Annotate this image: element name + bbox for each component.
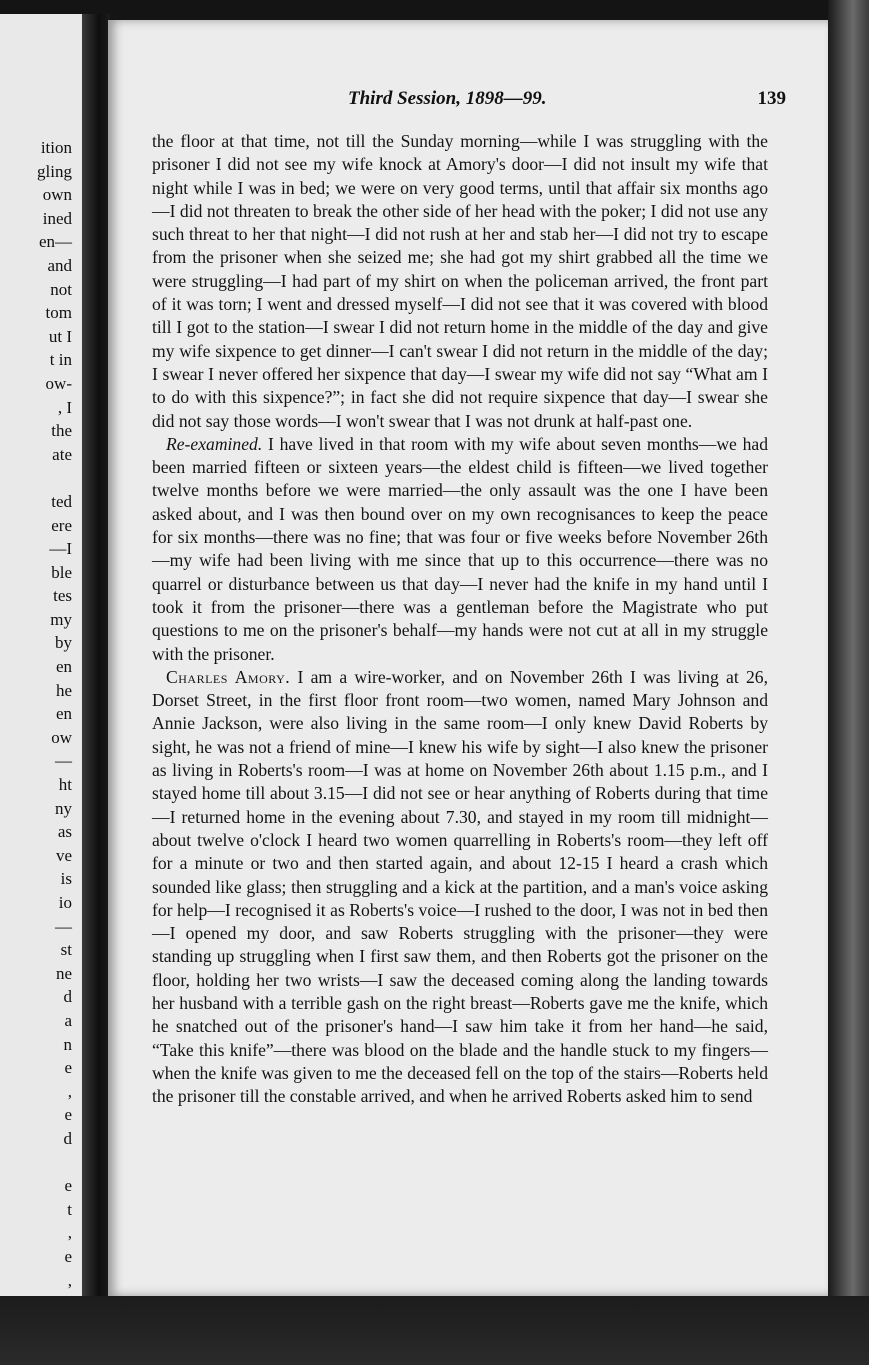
book-gutter (82, 14, 110, 1296)
left-page-line-fragments: ition gling own ined en— and not tom ut I t in ow- , I the ate ted ere —I ble tes my by en he en ow — ht ny as ve is io — st ne d a n e , e d e t , e , (37, 138, 72, 1290)
page-number: 139 (757, 88, 786, 109)
body-text (152, 130, 768, 1108)
running-title: Third Session, 1898—99. (348, 88, 547, 109)
charles-amory-testimony: I am a wire-worker, and on November 26th I was living at 26, Dorset Street, in the first floor front room—two women, named Mary Johnson and Annie Jackson, were also living in the same room—I only knew David Roberts by sight, he was not a friend of mine—I knew his wife by sight—I also knew the prisoner as living in Roberts's room—I was at home on November 26th about 1.15 p.m., and I stayed home till about 3.15—I did not see or hear anything of Roberts during that time—I returned home in the evening about 7.30, and stayed in my room till midnight—about twelve o'clock I heard two women quarrelling in Roberts's room—they left off for a minute or two and then started again, and about 12-15 I heard a crash which sounded like glass; then struggling and a kick at the partition, and a man's voice asking for help—I recognised it as Roberts's voice—I rushed to the door, I was not in bed then—I opened my door, and saw Roberts struggling with the prisoner—they were standing up struggling when I first saw them, and then Roberts got the prisoner on the floor, holding her two wrists—I saw the deceased coming along the landing towards her husband with a terrible gash on the right breast—Roberts gave me the knife, which he snatched out of the prisoner's hand—I saw him take it from her hand—he said, “Take this knife”—there was blood on the blade and the handle stuck to my fingers—when the knife was given to me the deceased fell on the top of the stairs—Roberts held the prisoner till the constable arrived, and when he arrived Roberts asked him to send (152, 666, 768, 1107)
facing-left-page (0, 14, 84, 1296)
book-page (108, 20, 828, 1296)
re-examined-heading: Re-examined. (166, 433, 263, 454)
paragraph-cross-examination: the floor at that time, not till the Sunday morning—while I was struggling with the prisoner I did not see my wife knock at Amory's door—I did not insult my wife that night while I was in bed; we were on very good terms, until that affair six months ago—I did not threaten to break the other side of her head with the poker; I did not use any such threat to her that night—I did not rush at her and stab her—I did not try to escape from the prisoner when she seized me; she had got my shirt grabbed all the time we were struggling—I had part of my shirt on when the policeman arrived, the front part of it was torn; I went and dressed myself—I did not see that it was covered with blood till I got to the station—I swear I did not return home in the middle of the day and give my wife sixpence to get dinner—I can't swear I did not return in the middle of the day; I swear I never offered her sixpence that day—I swear my wife did not say “What am I to do with this sixpence?”; in fact she did not require sixpence that day—I swear she did not say those words—I won't swear that I was not drunk at half-past one. (152, 131, 768, 431)
paragraph-charles-amory (152, 666, 768, 1109)
scan-bottom-border (0, 1296, 869, 1365)
re-examined-text: I have lived in that room with my wife about seven months—we had been married fifteen or sixteen years—the eldest child is fifteen—we lived together twelve months before we were married—the only assault was the one I have been asked about, and I was then bound over on my own recognisances to keep the peace for six months—there was no fine; that was four or five weeks before November 26th—my wife had been living with me since that up to this occurrence—there was no quarrel or disturbance between us that day—I never had the knife in my hand until I took it from the prisoner—there was a gentleman before the Magistrate who put questions to me on the prisoner's behalf—my hands were not cut at all in my struggle with the prisoner. (152, 433, 768, 664)
page-edge-shadow (828, 0, 869, 1296)
page-header (108, 88, 828, 114)
paragraph-re-examined (152, 433, 768, 666)
witness-name: Charles Amory. (166, 666, 291, 687)
